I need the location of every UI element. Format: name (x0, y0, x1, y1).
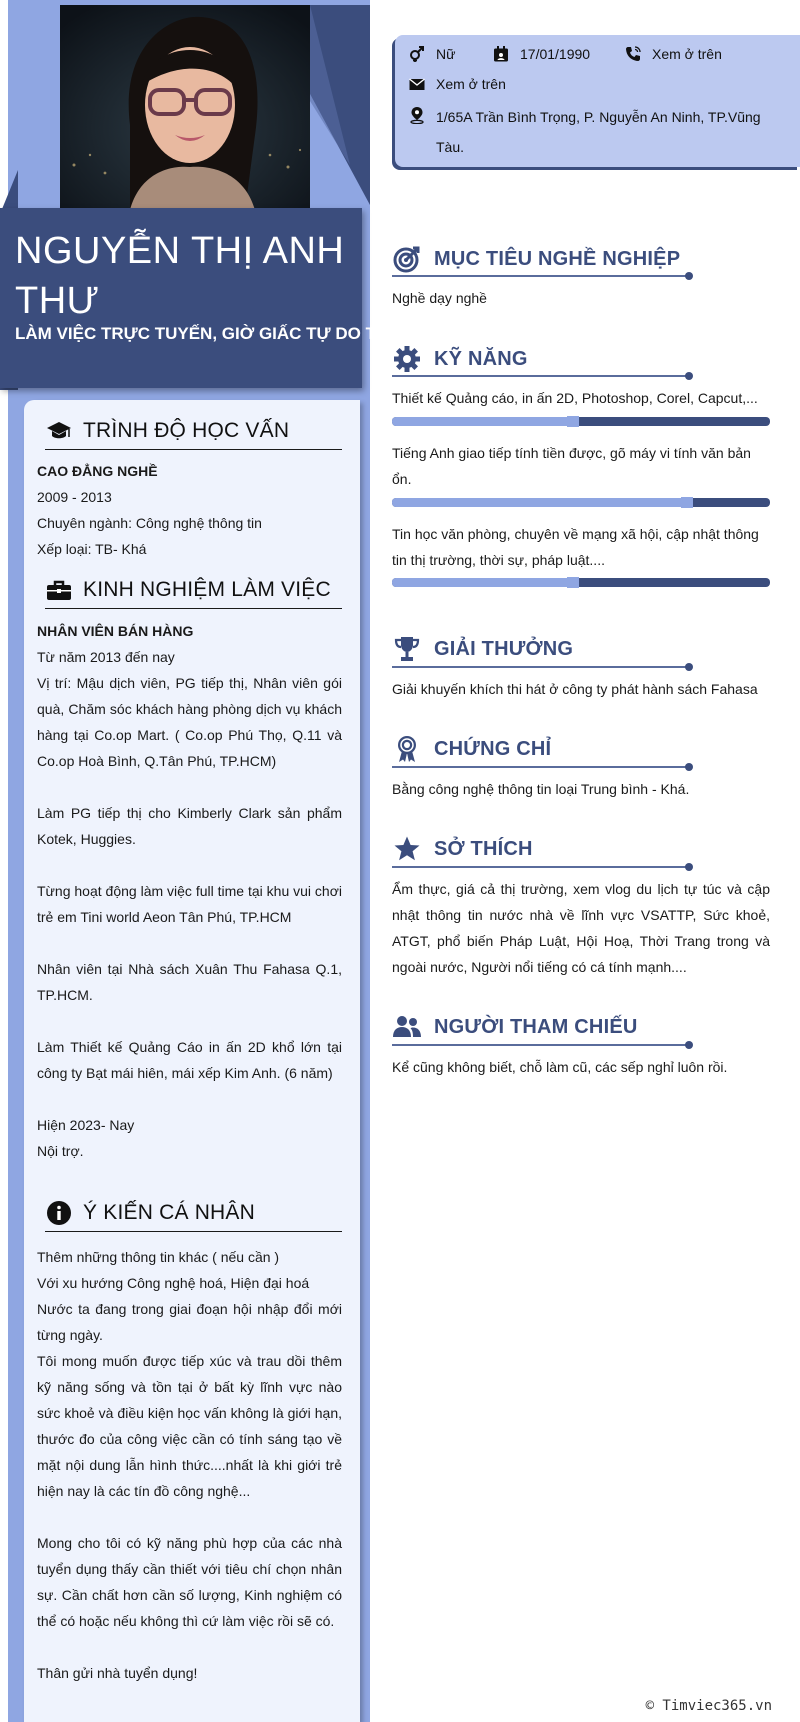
certificates-heading (392, 730, 692, 768)
info-icon (45, 1199, 73, 1227)
personal-heading (45, 1194, 342, 1232)
skill-label: Tin học văn phòng, chuyên về mạng xã hội, cập nhật thông tin thị trường, thời sự, pháp luật.... (392, 526, 759, 568)
education-title: TRÌNH ĐỘ HỌC VẤN (83, 418, 290, 442)
education-period: 2009 - 2013 (37, 489, 112, 505)
personal-line: Nước ta đang trong giai đoạn hội nhập đổi mới từng ngày. (37, 1301, 342, 1343)
gender-icon (408, 45, 426, 63)
education-major: Chuyên ngành: Công nghệ thông tin (37, 515, 262, 531)
certificates-divider (392, 766, 690, 768)
skill-fill (392, 417, 573, 426)
skill-knob (681, 497, 693, 508)
education-grade: Xếp loại: TB- Khá (37, 541, 147, 557)
skills-title: KỸ NĂNG (434, 347, 528, 370)
certificates-title: CHỨNG CHỈ (434, 737, 552, 760)
experience-content (37, 618, 342, 1164)
target-icon (392, 244, 422, 274)
certificate-ribbon-icon (392, 734, 422, 764)
references-heading (392, 1008, 692, 1046)
personal-line: Tôi mong muốn được tiếp xúc và trau dồi thêm kỹ năng sống và tồn tại ở bất kỳ lĩnh vực nào sức khoẻ và điều kiện học vấn không là giới hạn, thước đo của công việc cần có tính sáng tạo về mặt nội dung lẫn hình thức....nhất là khi giới trẻ hiện nay là các tín đồ công nghệ... (37, 1353, 342, 1499)
gear-icon (392, 344, 422, 374)
contact-gender (408, 44, 455, 64)
name-band (0, 208, 426, 388)
skill-bar (392, 578, 770, 587)
hobbies-divider (392, 866, 690, 868)
email-value: Xem ở trên (436, 76, 506, 92)
hobbies-heading (392, 830, 692, 868)
personal-closing: Mong cho tôi có kỹ năng phù hợp của các nhà tuyển dụng thấy cần thiết với tiêu chí chọn nhân sự. Cần chất hơn cần số lượng, Kinh nghiệm có thể có hoặc nếu không thì cứ làm việc rồi sẽ có. (37, 1535, 342, 1629)
references-divider (392, 1044, 690, 1046)
references-title: NGƯỜI THAM CHIẾU (434, 1015, 638, 1038)
education-content (37, 458, 342, 562)
experience-paragraph: Vị trí: Mậu dịch viên, PG tiếp thị, Nhân viên gói quà, Chăm sóc khách hàng phòng dịch vụ khách hàng tại Co.op Mart. ( Co.op Phú Thọ, Q.11 và Co.op Hoà Bình, Q.Tân Phú, TP.HCM) (37, 675, 342, 769)
contact-birthday (492, 44, 590, 64)
skill-knob (567, 416, 579, 427)
address-value: 1/65A Trần Bình Trọng, P. Nguyễn An Ninh, TP.Vũng Tàu. (436, 109, 761, 155)
phone-value: Xem ở trên (652, 46, 722, 62)
envelope-icon (408, 75, 426, 93)
certificates-text: Bằng công nghệ thông tin loại Trung bình - Khá. (392, 781, 690, 797)
skill-label: Tiếng Anh giao tiếp tính tiền được, gõ máy vi tính văn bản ổn. (392, 445, 751, 487)
skill-fill (392, 498, 687, 507)
users-icon (392, 1012, 422, 1042)
profile-photo (60, 5, 310, 210)
skill-fill (392, 578, 573, 587)
skills-divider (392, 375, 690, 377)
skill-label: Thiết kế Quảng cáo, in ấn 2D, Photoshop, Corel, Capcut,... (392, 390, 758, 406)
phone-icon (624, 45, 642, 63)
skill-bar (392, 417, 770, 426)
star-icon (392, 834, 422, 864)
experience-paragraph: Từng hoạt động làm việc full time tại khu vui chơi trẻ em Tini world Aeon Tân Phú, TP.HCM (37, 883, 342, 925)
briefcase-icon (45, 576, 73, 604)
experience-heading (45, 571, 342, 609)
graduation-cap-icon (45, 417, 73, 445)
contact-phone (624, 44, 722, 64)
footer-watermark: © Timviec365.vn (645, 1698, 772, 1714)
location-pin-icon (408, 106, 426, 124)
hobbies-title: SỞ THÍCH (434, 837, 533, 860)
awards-divider (392, 666, 690, 668)
experience-current-job: Nội trợ. (37, 1143, 84, 1159)
experience-paragraph: Làm Thiết kế Quảng Cáo in ấn 2D khổ lớn tại công ty Bạt mái hiên, mái xếp Kim Anh. (6 năm) (37, 1039, 342, 1081)
personal-content (37, 1244, 342, 1686)
experience-position: NHÂN VIÊN BÁN HÀNG (37, 623, 194, 639)
awards-title: GIẢI THƯỞNG (434, 637, 574, 660)
trophy-icon (392, 634, 422, 664)
birthday-value: 17/01/1990 (520, 46, 591, 62)
skill-knob (567, 577, 579, 588)
education-heading (45, 412, 342, 450)
personal-line: Với xu hướng Công nghệ hoá, Hiện đại hoá (37, 1275, 310, 1291)
experience-period: Từ năm 2013 đến nay (37, 649, 175, 665)
candidate-name: NGUYỄN THỊ ANH THƯ (15, 230, 345, 322)
experience-paragraph: Nhân viên tại Nhà sách Xuân Thu Fahasa Q.1, TP.HCM. (37, 961, 342, 1003)
skills-heading (392, 340, 692, 378)
calendar-icon (492, 45, 510, 63)
education-school: CAO ĐẲNG NGHỀ (37, 463, 158, 479)
experience-paragraph: Làm PG tiếp thị cho Kimberly Clark sản phẩm Kotek, Huggies. (37, 805, 342, 847)
awards-text: Giải khuyến khích thi hát ở công ty phát hành sách Fahasa (392, 681, 758, 697)
hobbies-text: Ẩm thực, giá cả thị trường, xem vlog du lịch tự túc và cập nhật thông tin nước nhà về lĩnh vực VSATTP, Sức khoẻ, ATGT, phổ biến Pháp Luật, Hội Hoạ, Thời Trang trong và ngoài nước, Người nổi tiếng có cá tính mạnh.... (392, 881, 770, 975)
awards-heading (392, 630, 692, 668)
personal-title: Ý KIẾN CÁ NHÂN (83, 1200, 255, 1224)
contact-email (408, 74, 506, 94)
objective-title: MỤC TIÊU NGHỀ NGHIỆP (434, 247, 681, 270)
job-title: LÀM VIỆC TRỰC TUYẾN, GIỜ GIẤC TỰ DO THUẬN (15, 324, 426, 343)
objective-heading (392, 240, 692, 278)
gender-value: Nữ (436, 46, 456, 62)
objective-divider (392, 275, 690, 277)
experience-title: KINH NGHIỆM LÀM VIỆC (83, 577, 331, 601)
personal-line: Thêm những thông tin khác ( nếu cần ) (37, 1249, 280, 1265)
objective-text: Nghề dạy nghề (392, 290, 487, 306)
contact-address (408, 102, 788, 162)
references-text: Kể cũng không biết, chỗ làm cũ, các sếp nghỉ luôn rồi. (392, 1059, 728, 1075)
skill-bar (392, 498, 770, 507)
experience-current-label: Hiện 2023- Nay (37, 1117, 135, 1133)
personal-signoff: Thân gửi nhà tuyển dụng! (37, 1665, 198, 1681)
